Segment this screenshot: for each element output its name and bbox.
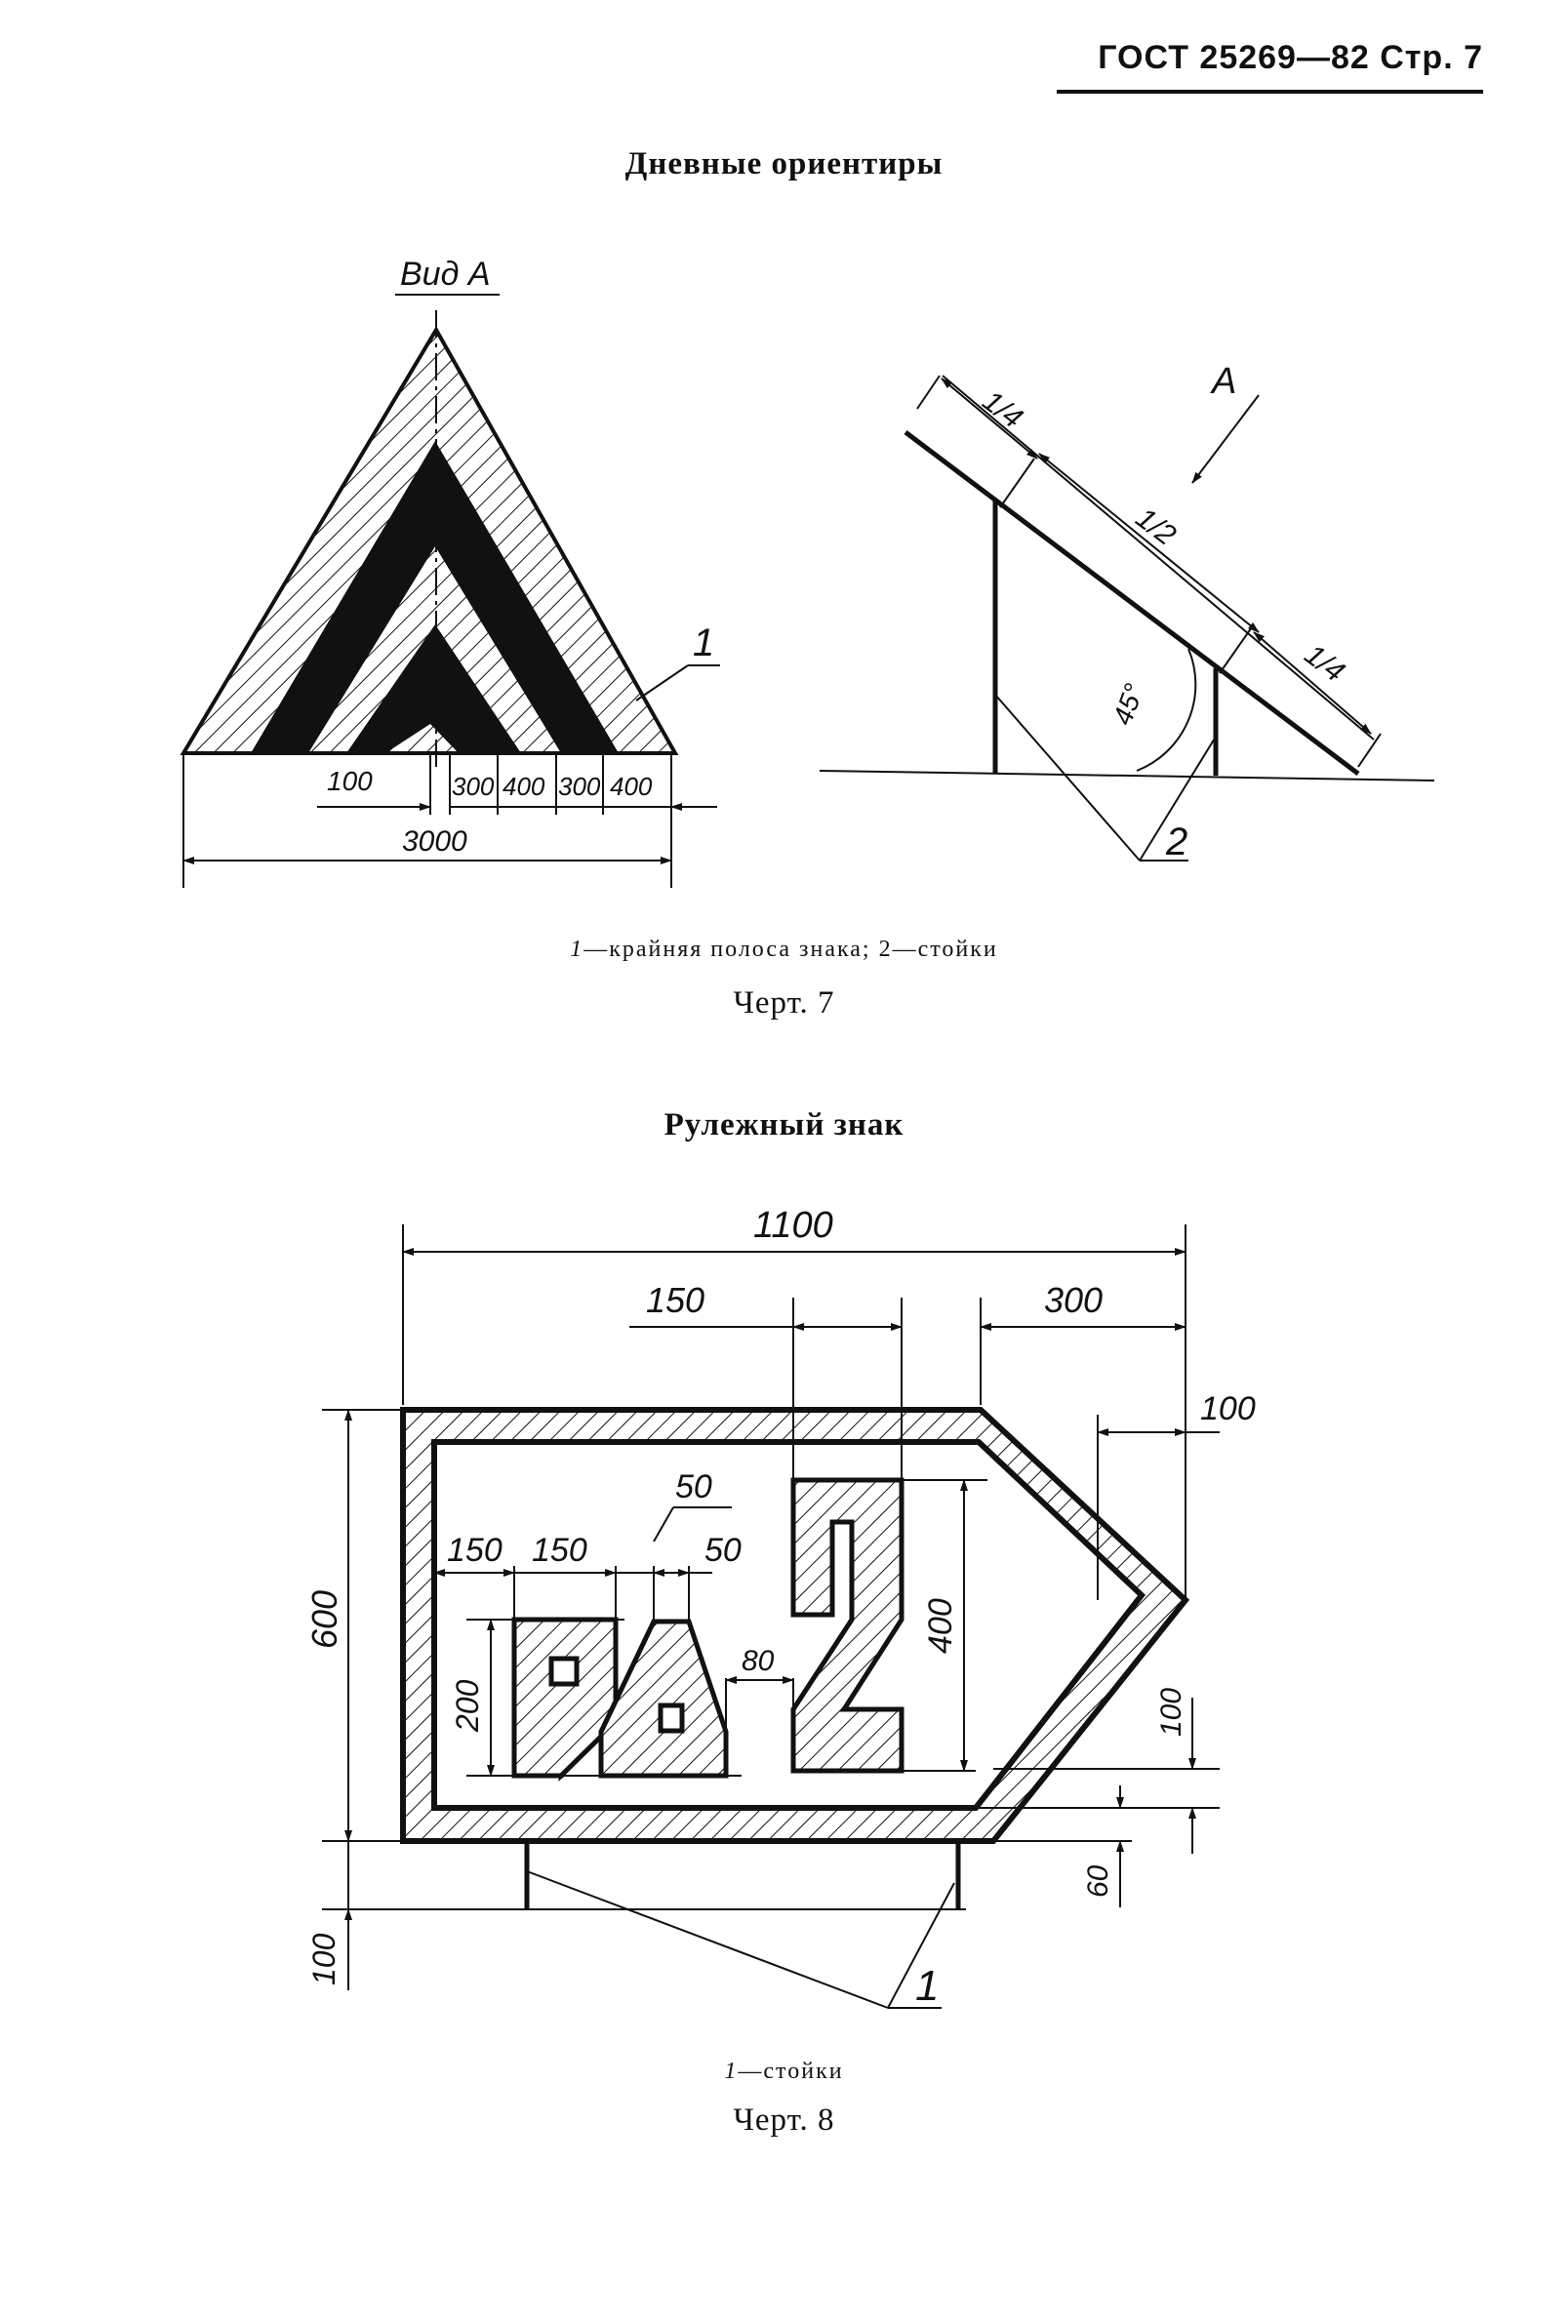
dim-label-200: 200 xyxy=(450,1679,485,1732)
figure7-legend xyxy=(0,937,1568,963)
ground-line xyxy=(820,771,1434,781)
dim-label-100: 100 xyxy=(327,766,373,796)
dim-label-3000: 3000 xyxy=(402,825,467,858)
legend-text: —крайняя полоса знака; xyxy=(583,937,879,962)
legend-number: 2 xyxy=(878,937,893,962)
glyph-a-hole xyxy=(661,1705,682,1731)
dim-arrow-half xyxy=(1039,454,1259,632)
dim-label-80: 80 xyxy=(742,1645,775,1677)
figure7-caption: Черт. 7 xyxy=(733,985,835,1021)
dim-label-400: 400 xyxy=(503,772,545,801)
view-arrow xyxy=(1192,395,1259,483)
figure8-legend xyxy=(0,2059,1568,2085)
callout-line-1 xyxy=(636,665,688,701)
dim-label-400: 400 xyxy=(922,1598,959,1654)
angle-label: 45° xyxy=(1106,679,1150,730)
glyph-2 xyxy=(793,1480,902,1771)
callout-label-posts: 1 xyxy=(915,1962,940,2010)
callout-label-2: 2 xyxy=(1166,821,1188,863)
daymark-side-view xyxy=(820,361,1434,863)
glyph-r-hole xyxy=(551,1659,577,1684)
view-arrow-label: А xyxy=(1212,361,1237,402)
legend-number: 1 xyxy=(724,2059,739,2084)
dim-label-300: 300 xyxy=(1044,1280,1104,1320)
dim-label-150-top: 150 xyxy=(646,1280,705,1320)
dim-label-300: 300 xyxy=(452,772,495,801)
page-header: ГОСТ 25269—82 Стр. 7 xyxy=(1098,39,1483,76)
legend-text: —стойки xyxy=(892,937,998,962)
dim-label-150a: 150 xyxy=(447,1532,503,1569)
dim-label-1100: 1100 xyxy=(753,1205,833,1246)
board-ext-line xyxy=(1220,624,1254,673)
dim-label-50: 50 xyxy=(704,1532,742,1569)
dim-label-600: 600 xyxy=(304,1589,344,1649)
callout-label-1: 1 xyxy=(693,621,715,664)
dim-label-quarter-1: 1/4 xyxy=(976,384,1028,435)
dim-label-100r: 100 xyxy=(1155,1687,1187,1737)
taxiway-sign-figure xyxy=(304,1205,1256,2010)
dim-label-400: 400 xyxy=(610,772,653,801)
view-a-label: Вид А xyxy=(400,256,491,293)
legend-number: 1 xyxy=(570,937,584,962)
figure8-caption: Черт. 8 xyxy=(733,2103,835,2138)
dim-label-300: 300 xyxy=(558,772,601,801)
leader-50-top xyxy=(654,1507,673,1542)
dim-label-100-bottom: 100 xyxy=(306,1933,342,1985)
board-ext-line xyxy=(1358,734,1381,767)
daymark-triangle-figure xyxy=(183,256,720,888)
angle-arc xyxy=(1137,649,1195,771)
dim-label-100-right: 100 xyxy=(1200,1390,1256,1427)
callout-line-1 xyxy=(527,1871,888,2008)
dim-label-quarter-2: 1/4 xyxy=(1298,638,1350,689)
dim-label-150b: 150 xyxy=(532,1532,587,1569)
board-ext-line xyxy=(1000,459,1034,507)
section-title-taxiway-sign: Рулежный знак xyxy=(663,1107,905,1142)
glyph-a xyxy=(601,1622,726,1776)
section-title-daytime-markers: Дневные ориентиры xyxy=(624,146,944,181)
dim-label-60: 60 xyxy=(1082,1864,1114,1898)
board-ext-line xyxy=(917,376,940,409)
legend-text: —стойки xyxy=(738,2059,844,2084)
dim-label-half: 1/2 xyxy=(1129,501,1182,552)
dim-label-50-top: 50 xyxy=(675,1468,712,1505)
